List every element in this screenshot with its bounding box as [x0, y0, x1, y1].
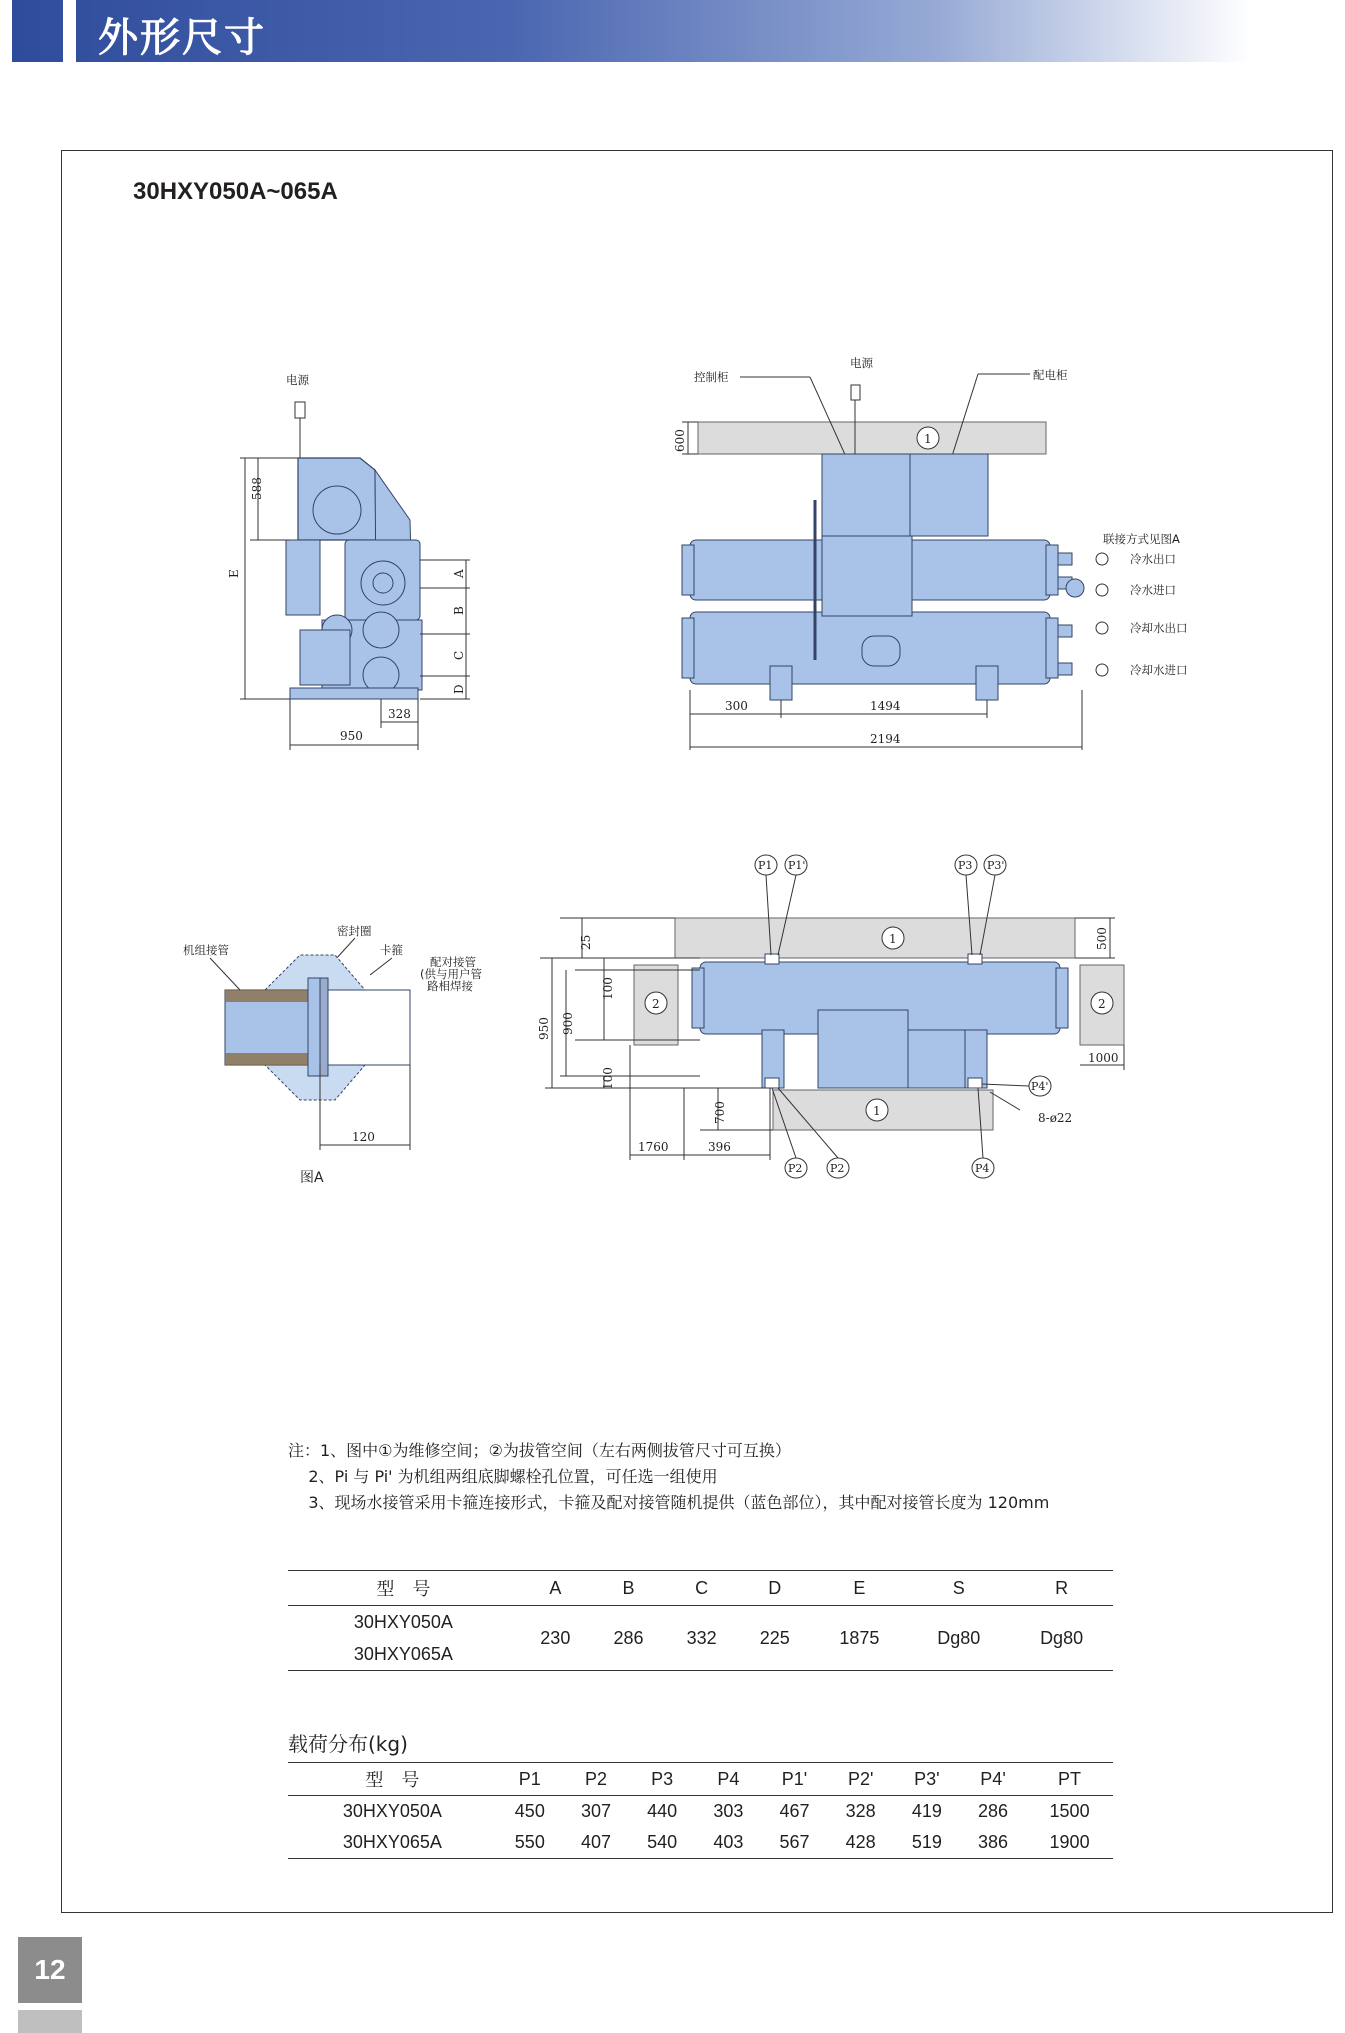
load-cell: 307 — [580, 1801, 612, 1821]
load-cell: 1900 — [1026, 1827, 1113, 1859]
front-dim-1494: 1494 — [870, 699, 901, 713]
table-row — [288, 1606, 1113, 1639]
col-PT: PT — [1026, 1763, 1113, 1796]
value-E: 1875 — [811, 1606, 907, 1671]
col-P4: P4 — [695, 1763, 761, 1796]
front-power-label: 电源 — [850, 356, 873, 370]
load-cell: 403 — [695, 1827, 761, 1859]
side-dim-588: 588 — [250, 477, 264, 500]
plan-dim-100-top: 100 — [601, 977, 615, 1000]
chilled-water-inlet-label: 冷水进口 — [1130, 583, 1176, 597]
plan-dim-396: 396 — [708, 1140, 731, 1154]
detail-seal-label: 密封圈 — [337, 924, 372, 938]
col-model: 型 号 — [288, 1571, 519, 1606]
load-table-title: 载荷分布(kg) — [288, 1732, 408, 1756]
point-p3: P3 — [958, 859, 973, 872]
col-P1-prime: P1' — [761, 1763, 827, 1796]
point-p4-prime: P4' — [1031, 1080, 1049, 1093]
dimension-table — [288, 1570, 1113, 1671]
note-line-2: 2、Pi 与 Pi' 为机组两组底脚螺栓孔位置，可任选一组使用 — [288, 1467, 718, 1486]
model-title: 30HXY050A~065A — [133, 178, 338, 205]
cooling-water-outlet-label: 冷却水出口 — [1130, 621, 1188, 635]
side-dim-950: 950 — [340, 729, 363, 743]
value-A: 230 — [519, 1606, 592, 1671]
front-dim-300: 300 — [725, 699, 748, 713]
plan-control-cabinet — [818, 1010, 908, 1088]
plan-dim-100-bottom: 100 — [601, 1067, 615, 1090]
col-C: C — [665, 1571, 738, 1606]
col-D: D — [738, 1571, 811, 1606]
load-cell: 550 — [497, 1827, 563, 1859]
value-C: 332 — [665, 1606, 738, 1671]
col-B: B — [592, 1571, 665, 1606]
detail-a — [183, 924, 482, 1186]
front-distribution-label: 配电柜 — [1033, 368, 1068, 382]
value-R: Dg80 — [1010, 1606, 1113, 1671]
plan-dim-950: 950 — [537, 1017, 551, 1040]
front-view — [673, 356, 1188, 750]
col-P3: P3 — [629, 1763, 695, 1796]
side-base — [290, 688, 418, 699]
detail-mating-pipe — [320, 990, 410, 1065]
front-control-label: 控制柜 — [694, 370, 729, 384]
col-P2-prime: P2' — [828, 1763, 894, 1796]
load-cell: 1500 — [1049, 1801, 1090, 1821]
detail-mating-label-1: 配对接管 — [430, 955, 476, 969]
load-cell: 328 — [845, 1801, 876, 1821]
col-P1: P1 — [497, 1763, 563, 1796]
notes-block — [288, 1438, 1049, 1516]
load-cell: 540 — [629, 1827, 695, 1859]
side-dim-D: D — [452, 684, 466, 694]
col-P4-prime: P4' — [960, 1763, 1026, 1796]
side-dim-C: C — [452, 650, 466, 660]
side-dim-A: A — [452, 569, 466, 578]
front-power-icon — [851, 385, 860, 400]
plan-dim-900: 900 — [561, 1012, 575, 1035]
load-cell: 419 — [911, 1801, 942, 1821]
plan-bottom-zone1-number: 1 — [873, 1104, 881, 1118]
detail-clamp-label: 卡箍 — [380, 943, 403, 957]
value-S: Dg80 — [907, 1606, 1010, 1671]
page-tab — [18, 2010, 82, 2033]
side-dim-E: E — [227, 569, 241, 578]
plan-top-zone1-number: 1 — [889, 932, 897, 946]
value-B: 286 — [592, 1606, 665, 1671]
note-line-3: 3、现场水接管采用卡箍连接形式，卡箍及配对接管随机提供（蓝色部位），其中配对接管长度为 120mm — [288, 1493, 1050, 1512]
plan-dim-25: 25 — [579, 934, 593, 950]
plan-view — [537, 855, 1124, 1178]
model-cell: 30HXY065A — [288, 1827, 497, 1859]
front-zone1-number: 1 — [924, 432, 932, 446]
side-view — [227, 373, 470, 750]
col-A: A — [519, 1571, 592, 1606]
plan-top-clearance — [675, 918, 1075, 958]
cooling-water-inlet-label: 冷却水进口 — [1130, 663, 1188, 677]
load-cell: 567 — [761, 1827, 827, 1859]
col-S: S — [907, 1571, 1010, 1606]
plan-dim-700: 700 — [713, 1101, 727, 1124]
model-cell: 30HXY050A — [342, 1801, 442, 1821]
dimension-table-header — [288, 1571, 1113, 1606]
load-cell: 467 — [779, 1801, 810, 1821]
side-dim-328: 328 — [388, 707, 411, 721]
load-cell: 519 — [894, 1827, 960, 1859]
col-P2: P2 — [563, 1763, 629, 1796]
plan-dim-1000: 1000 — [1088, 1051, 1119, 1065]
point-p1: P1 — [758, 859, 773, 872]
detail-caption: 图A — [300, 1170, 324, 1186]
detail-dim-120: 120 — [352, 1130, 375, 1144]
col-model: 型 号 — [288, 1763, 497, 1796]
plan-dim-1760: 1760 — [638, 1140, 669, 1154]
page-title: 外形尺寸 — [98, 15, 266, 61]
load-cell: 440 — [647, 1801, 678, 1821]
point-p3-prime: P3' — [987, 859, 1005, 872]
note-line-1: 注：1、图中①为维修空间；②为拔管空间（左右两侧拔管尺寸可互换） — [288, 1441, 791, 1460]
load-cell: 386 — [960, 1827, 1026, 1859]
point-p4: P4 — [975, 1162, 990, 1175]
front-control-cabinet — [822, 454, 910, 536]
page-number: 12 — [18, 1937, 82, 2003]
point-p1-prime: P1' — [788, 859, 806, 872]
plan-dim-500: 500 — [1095, 927, 1109, 950]
detail-mating-label-3: 路相焊接 — [427, 979, 473, 993]
load-cell: 428 — [828, 1827, 894, 1859]
plan-left-zone2-number: 2 — [652, 997, 660, 1011]
table-row — [288, 1796, 1113, 1828]
side-dim-B: B — [452, 606, 466, 615]
table-row — [288, 1827, 1113, 1859]
point-p2: P2 — [788, 1162, 803, 1175]
load-table — [288, 1762, 1113, 1859]
detail-mating-label-2: (供与用户管 — [420, 967, 482, 981]
plan-holes-label: 8-ø22 — [1038, 1111, 1073, 1125]
side-power-icon — [295, 402, 305, 418]
connection-note-label: 联接方式见图A — [1103, 532, 1180, 546]
point-p2-second: P2 — [830, 1162, 845, 1175]
load-cell: 407 — [563, 1827, 629, 1859]
side-power-label: 电源 — [286, 373, 309, 387]
front-dim-2194: 2194 — [870, 732, 901, 746]
front-compressor — [822, 536, 912, 616]
load-cell: 286 — [978, 1801, 1009, 1821]
col-E: E — [811, 1571, 907, 1606]
model-cell: 30HXY050A — [353, 1611, 453, 1632]
plan-right-zone2-number: 2 — [1098, 997, 1106, 1011]
col-P3-prime: P3' — [894, 1763, 960, 1796]
side-motor — [313, 486, 361, 534]
col-R: R — [1010, 1571, 1113, 1606]
side-cooler-pipe — [363, 612, 399, 648]
load-cell: 303 — [713, 1801, 744, 1821]
value-D: 225 — [738, 1606, 811, 1671]
front-dim-600: 600 — [673, 429, 687, 452]
load-cell: 450 — [514, 1801, 545, 1821]
chilled-water-outlet-label: 冷水出口 — [1130, 552, 1176, 566]
side-panel — [286, 540, 320, 615]
load-table-header — [288, 1763, 1113, 1796]
plan-distribution-cabinet — [908, 1030, 968, 1088]
model-cell: 30HXY065A — [288, 1638, 519, 1671]
front-clearance-zone — [698, 422, 1046, 454]
front-distribution-cabinet — [910, 454, 988, 536]
detail-unit-pipe-label: 机组接管 — [183, 943, 229, 957]
